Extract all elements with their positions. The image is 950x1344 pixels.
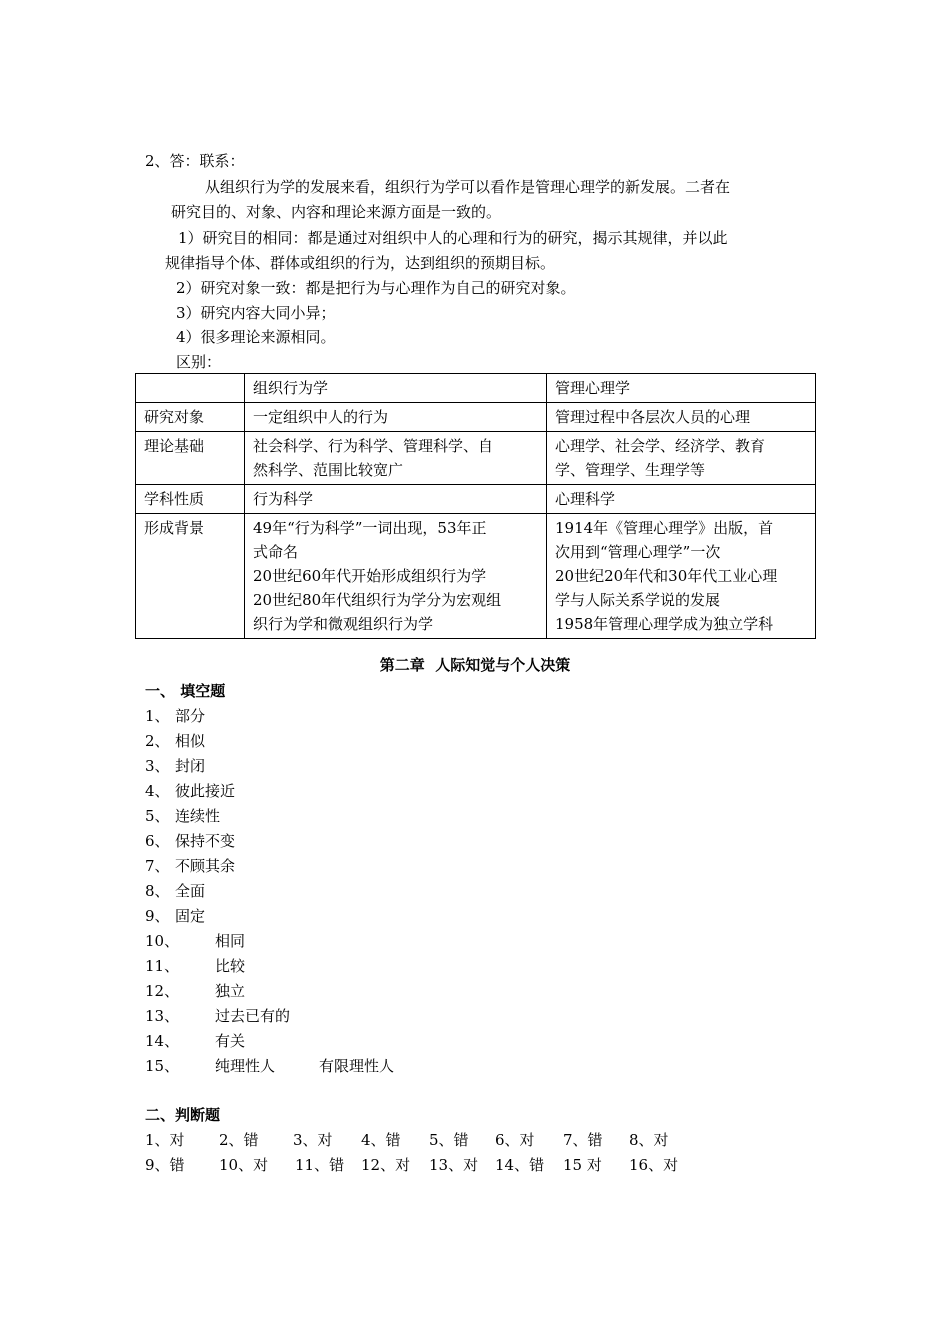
cell-text: 20世纪60年代开始形成组织行为学 [253, 567, 487, 585]
table-cell [547, 403, 816, 432]
tf-answer: 8、对 [629, 1131, 669, 1149]
table-cell [245, 432, 547, 485]
tf-answer: 1、对 [145, 1131, 185, 1149]
cell-text: 一定组织中人的行为 [253, 408, 389, 426]
list-item [145, 1031, 245, 1051]
item-number: 5、 [145, 807, 170, 825]
item-answer: 保持不变 [175, 832, 236, 850]
item-number: 8、 [145, 882, 170, 900]
item-answer: 不顾其余 [175, 857, 236, 875]
item-answer: 过去已有的 [215, 1007, 291, 1025]
list-item [145, 931, 245, 951]
list-item [145, 731, 205, 751]
header-cell: 组织行为学 [245, 374, 547, 403]
list-item [145, 856, 235, 876]
table-cell [547, 514, 816, 639]
cell-text: 次用到“管理心理学”一次 [555, 543, 721, 561]
cell-text: 20世纪20年代和30年代工业心理 [555, 567, 778, 585]
cell-text: 学与人际关系学说的发展 [555, 591, 721, 609]
cell-text: 行为科学 [253, 490, 314, 508]
item-number: 2、 [145, 732, 170, 750]
list-item: 2）研究对象一致：都是把行为与心理作为自己的研究对象。 [176, 279, 576, 297]
difference-label: 区别： [176, 353, 222, 371]
cell-text: 然科学、范围比较宽广 [253, 461, 404, 479]
item-number: 3、 [145, 757, 170, 775]
cell-text: 心理科学 [555, 490, 616, 508]
cell-text: 管理过程中各层次人员的心理 [555, 408, 751, 426]
item-answer: 纯理性人 [215, 1057, 276, 1075]
list-item [145, 781, 235, 801]
table-cell [245, 485, 547, 514]
cell-text: 49年“行为科学”一词出现，53年正 [253, 519, 487, 537]
item-answer: 比较 [215, 957, 246, 975]
tf-answer: 16、对 [629, 1156, 679, 1174]
table-row [136, 485, 816, 514]
tf-answer: 9、错 [145, 1156, 185, 1174]
section-title-true-false: 二、判断题 [145, 1106, 221, 1124]
item-answer: 有关 [215, 1032, 246, 1050]
paragraph-line: 从组织行为学的发展来看，组织行为学可以看作是管理心理学的新发展。二者在 [205, 178, 731, 196]
row-label: 理论基础 [136, 432, 245, 485]
tf-answer: 12、对 [361, 1156, 411, 1174]
row-label: 研究对象 [136, 403, 245, 432]
tf-answer: 14、错 [495, 1156, 545, 1174]
item-number: 15、 [145, 1057, 180, 1075]
table-cell [245, 403, 547, 432]
tf-answer: 2、错 [219, 1131, 259, 1149]
cell-text: 20世纪80年代组织行为学分为宏观组 [253, 591, 502, 609]
item-number: 7、 [145, 857, 170, 875]
list-item: 4）很多理论来源相同。 [176, 328, 336, 346]
table-row [136, 514, 816, 639]
comparison-table [135, 373, 816, 639]
item-answer: 彼此接近 [175, 782, 236, 800]
tf-answer: 10、对 [219, 1156, 269, 1174]
list-item-continuation: 规律指导个体、群体或组织的行为，达到组织的预期目标。 [165, 254, 556, 272]
list-item [145, 806, 220, 826]
list-item [145, 906, 205, 926]
item-answer: 封闭 [175, 757, 206, 775]
table-row [136, 432, 816, 485]
row-label: 形成背景 [136, 514, 245, 639]
row-label: 学科性质 [136, 485, 245, 514]
list-item: 3）研究内容大同小异； [176, 304, 336, 322]
item-answer: 独立 [215, 982, 246, 1000]
table-cell [547, 485, 816, 514]
list-item: 1）研究目的相同：都是通过对组织中人的心理和行为的研究，揭示其规律，并以此 [178, 229, 728, 247]
item-answer-extra: 有限理性人 [319, 1057, 395, 1075]
header-cell [136, 374, 245, 403]
list-item [145, 706, 205, 726]
cell-text: 心理学、社会学、经济学、教育 [555, 437, 766, 455]
item-number: 13、 [145, 1007, 180, 1025]
table-cell [547, 432, 816, 485]
item-number: 6、 [145, 832, 170, 850]
list-item [145, 1006, 290, 1026]
list-item [145, 981, 245, 1001]
item-number: 12、 [145, 982, 180, 1000]
table-row [136, 403, 816, 432]
item-number: 9、 [145, 907, 170, 925]
item-number: 14、 [145, 1032, 180, 1050]
tf-answer: 4、错 [361, 1131, 401, 1149]
item-number: 11、 [145, 957, 180, 975]
cell-text: 社会科学、行为科学、管理科学、自 [253, 437, 494, 455]
header-cell: 管理心理学 [547, 374, 816, 403]
tf-answer: 11、错 [295, 1156, 345, 1174]
tf-answer: 3、对 [293, 1131, 333, 1149]
item-answer: 相似 [175, 732, 206, 750]
item-number: 1、 [145, 707, 170, 725]
paragraph-line: 研究目的、对象、内容和理论来源方面是一致的。 [171, 203, 502, 221]
cell-text: 1958年管理心理学成为独立学科 [555, 615, 774, 633]
table-cell [245, 514, 547, 639]
item-answer: 固定 [175, 907, 206, 925]
item-answer: 部分 [175, 707, 206, 725]
tf-answer: 7、错 [563, 1131, 603, 1149]
cell-text: 式命名 [253, 543, 299, 561]
item-number: 10、 [145, 932, 180, 950]
item-number: 4、 [145, 782, 170, 800]
item-answer: 连续性 [175, 807, 221, 825]
cell-text: 学、管理学、生理学等 [555, 461, 706, 479]
tf-answer: 13、对 [429, 1156, 479, 1174]
table-header-row [136, 374, 816, 403]
tf-answer: 15 对 [563, 1156, 602, 1174]
list-item [145, 956, 245, 976]
section-title-fill-blank: 一、 填空题 [145, 682, 226, 700]
answer-heading: 2、答：联系： [145, 152, 245, 170]
cell-text: 织行为学和微观组织行为学 [253, 615, 434, 633]
chapter-title: 第二章 人际知觉与个人决策 [379, 656, 571, 674]
item-answer: 相同 [215, 932, 246, 950]
tf-answer: 6、对 [495, 1131, 535, 1149]
cell-text: 1914年《管理心理学》出版，首 [555, 519, 774, 537]
list-item [145, 881, 205, 901]
tf-answer: 5、错 [429, 1131, 469, 1149]
list-item [145, 831, 235, 851]
list-item [145, 1056, 394, 1076]
item-answer: 全面 [175, 882, 206, 900]
list-item [145, 756, 205, 776]
